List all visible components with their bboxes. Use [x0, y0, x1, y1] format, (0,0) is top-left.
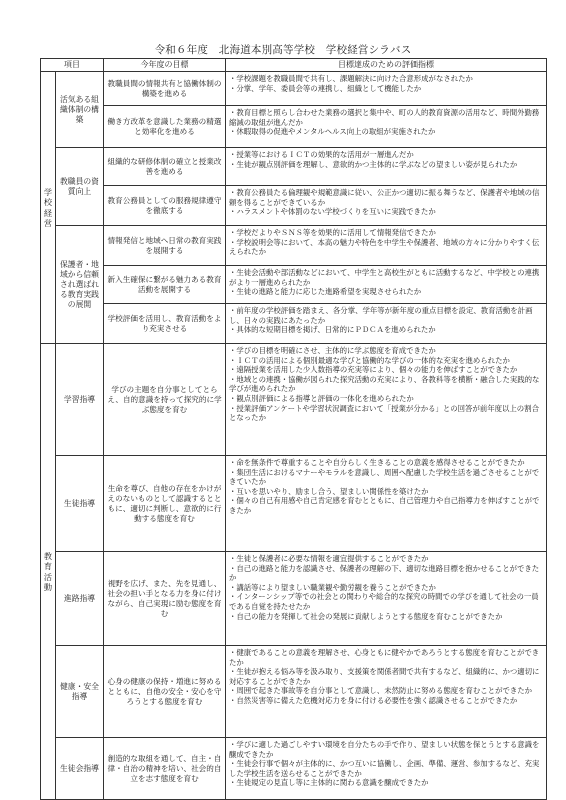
criteria-line: ・地域との連携・協働が図られた探究活動の充実により、各教科等を横断・融合した実践的な学びが進められたか	[229, 374, 540, 394]
criteria-line: ・ハラスメントや体罰のない学校づくりを互いに実践できたか	[229, 207, 436, 217]
criteria-line: ・自己の進路と能力を認識させ、保護者の理解の下、適切な進路目標を抱かせることができたか	[229, 563, 540, 583]
table-header-row	[41, 59, 547, 72]
criteria-line: ・生徒の進路と能力に応じた進路希望を実現させられたか	[229, 287, 422, 297]
goal-cell: 学びの主題を自分事としてとらえ、自的意識を持って探究的に学ぶ態度を育む	[104, 344, 226, 456]
header-criteria: 目標達成のための評価指標	[226, 59, 547, 72]
goal-cell: 教職員間の情報共有と協働体制の構築を進める	[104, 72, 226, 106]
criteria-line: ・生徒が抱える悩み等を汲み取り、支援策を関係者間で共有するなど、組織的に、かつ適切に対応することができたか	[229, 667, 540, 686]
goal-cell: 心身の健康の保持・増進に努めるとともに、自他の安全・安心を守ろうとする態度を育む	[104, 646, 226, 738]
criteria-line: ・観点別評価による指導と評価の一体化を進められたか	[229, 393, 414, 403]
criteria-cell	[226, 304, 547, 344]
criteria-line: ・生徒会活動や部活動などにおいて、中学生と高校生がともに活動するなど、中学校との連携がより一層進められたか	[229, 268, 540, 287]
criteria-cell	[226, 106, 547, 148]
criteria-line: ・遠隔授業を活用した少人数指導の充実等により、個々の能力を伸ばすことができたか	[229, 365, 518, 375]
table-row	[41, 344, 547, 456]
goal-cell: 教育公務員としての服務規律遵守を徹底する	[104, 186, 226, 226]
criteria-line: ・学びに適した過ごしやすい環境を自分たちの手で作り、望ましい状態を保とうとする意識を醸成できたか	[229, 740, 540, 759]
criteria-cell	[226, 266, 547, 304]
syllabus-table	[40, 58, 547, 800]
criteria-cell	[226, 552, 547, 646]
table-row	[41, 304, 547, 344]
criteria-line: ・周囲で起きた事故等を自分事として意識し、未然防止に努める態度を育むことができたか	[229, 686, 533, 696]
criteria-cell	[226, 646, 547, 738]
table-row	[41, 148, 547, 186]
goal-cell: 創造的な取組を通して、自主・自律・自治の精神を培い、社会的自立を志す態度を育む	[104, 738, 226, 800]
table-row	[41, 226, 547, 266]
criteria-line: ・生徒が観点別評価を理解し、意欲的かつ主体的に学ぶなどの望ましい姿が見られたか	[229, 159, 518, 169]
goal-cell: 情報発信と地域へ日常の教育実践を展開する	[104, 226, 226, 266]
goal-cell: 組織的な研修体制の確立と授業改善を進める	[104, 148, 226, 186]
header-item: 項目	[41, 59, 104, 72]
item-label: 生徒指導	[56, 456, 104, 552]
criteria-line: ・インターンシップ等での社会との関わりや総合的な探究の時間での学びを通して社会の一員である自覚を持たせたか	[229, 592, 539, 611]
goal-cell: 新入生確保に繋がる魅力ある教育活動を展開する	[104, 266, 226, 304]
criteria-line: ・教育公務員たる倫理観や規範意識に従い、公正かつ適切に振る舞うなど、保護者や地域の信頼を得ることができているか	[229, 188, 540, 207]
criteria-cell	[226, 344, 547, 456]
criteria-cell	[226, 456, 547, 552]
goal-cell: 視野を広げ、また、先を見通し、社会の担い手となる力を身に付けながら、自己実現に励む態度を育む	[104, 552, 226, 646]
table-row	[41, 456, 547, 552]
table-row	[41, 552, 547, 646]
item-label: 進路指導	[56, 552, 104, 646]
table-row	[41, 738, 547, 800]
table-row	[41, 646, 547, 738]
criteria-line: ・学校だよりやＳＮＳ等を効果的に活用して情報発信できたか	[229, 228, 436, 237]
criteria-line: ・個々の自己有用感や自己肯定感を育むとともに、自己管理力や自己指導力を伸ばすことができたか	[229, 496, 540, 515]
criteria-line: ・学びの目標を明確にさせ、主体的に学ぶ態度を育成できたか	[229, 346, 436, 355]
page-title: 令和６年度 北海道本別高等学校 学校経営シラバス	[154, 44, 412, 56]
criteria-line: ・自己の能力を発揮して社会の発展に貢献しようとする態度を育むことができたか	[229, 611, 503, 621]
table-row	[41, 186, 547, 226]
criteria-cell	[226, 148, 547, 186]
criteria-line: ・休暇取得の促進やメンタルヘルス向上の取組が実施されたか	[229, 127, 436, 137]
criteria-line: ・分掌、学年、委員会等の連携し、組織として機能したか	[229, 83, 422, 93]
header-goal: 今年度の目標	[104, 59, 226, 72]
criteria-line: ・集団生活におけるマナーやモラルを意識し、周囲へ配慮した学校生活を過ごさせることができていたか	[229, 467, 540, 487]
item-label: 健康・安全指導	[56, 646, 104, 738]
goal-cell: 生命を尊び、自他の存在をかけがえのないものとして認識するとともに、適切に判断し、意欲的に行動する態度を育む	[104, 456, 226, 552]
item-label: 生徒会指導	[56, 738, 104, 800]
table-row	[41, 72, 547, 106]
criteria-cell	[226, 186, 547, 226]
criteria-cell	[226, 738, 547, 800]
item-label: 学習指導	[56, 344, 104, 456]
criteria-line: ・命を無条件で尊重することや自分らしく生きることの意義を感得させることができたか	[229, 458, 525, 467]
criteria-line: ・講話等により望ましい職業観や勤労観を養うことができたか	[229, 582, 436, 592]
item-label: 保護者・地域から信頼され選ばれる教育実践の展開	[56, 226, 104, 344]
criteria-line: ・互いを思いやり、励まし合う、望ましい関係性を築けたか	[229, 486, 429, 496]
criteria-cell	[226, 226, 547, 266]
criteria-line: ・ＩＣＴの活用による個別最適な学びと協働的な学びの一体的な充実を進められたか	[229, 355, 510, 365]
criteria-line: ・自然災害等に備えた危機対応力を身に付ける必要性を強く認識させることができたか	[229, 695, 518, 705]
item-label: 活気ある組織体制の構築	[56, 72, 104, 148]
goal-cell: 働き方改革を意識した業務の精選と効率化を進める	[104, 106, 226, 148]
section-label: 教育活動	[41, 344, 56, 800]
criteria-line: ・授業評価アンケートや学習状況調査において「授業が分かる」との回答が前年度以上の割合となったか	[229, 403, 539, 423]
criteria-line: ・具体的な短期目標を掲げ、日常的にＰＤＣＡを進められたか	[229, 325, 436, 335]
criteria-line: ・前年度の学校評価を踏まえ、各分掌、学年等が新年度の重点目標を設定、教育活動を計画し、日々の実践にあたったか	[229, 306, 533, 325]
criteria-line: ・生徒会行事で個々が主体的に、かつ互いに協働し、企画、準備、運営、参加するなど、充実した学校生活を送らせることができたか	[229, 759, 540, 778]
criteria-line: ・生徒規定の見直し等に主体的に関わる意識を醸成できたか	[229, 778, 429, 788]
item-label: 教職員の資質向上	[56, 148, 104, 226]
criteria-cell	[226, 72, 547, 106]
criteria-line: ・教育目標と照らし合わせた業務の選択と集中や、町の人的教育資源の活用など、時間外勤務縮減の取組が進んだか	[229, 108, 540, 127]
table-row	[41, 266, 547, 304]
goal-cell: 学校評価を活用し、教育活動をより充実させる	[104, 304, 226, 344]
table-row	[41, 106, 547, 148]
criteria-line: ・健康であることの意義を理解させ、心身ともに健やかであろうとする態度を育むことができたか	[229, 648, 540, 667]
criteria-line: ・学校課題を教職員間で共有し、課題解決に向けた合意形成がなされたか	[229, 74, 473, 83]
section-label: 学校経営	[41, 72, 56, 344]
criteria-line: ・生徒と保護者に必要な情報を適宜提供することができたか	[229, 554, 429, 563]
criteria-line: ・授業等におけるＩＣＴの効果的な活用が一層進んだか	[229, 150, 414, 159]
criteria-line: ・学校説明会等において、本高の魅力や特色を中学生や保護者、地域の方々に分かりやすく伝えられたか	[229, 237, 540, 257]
